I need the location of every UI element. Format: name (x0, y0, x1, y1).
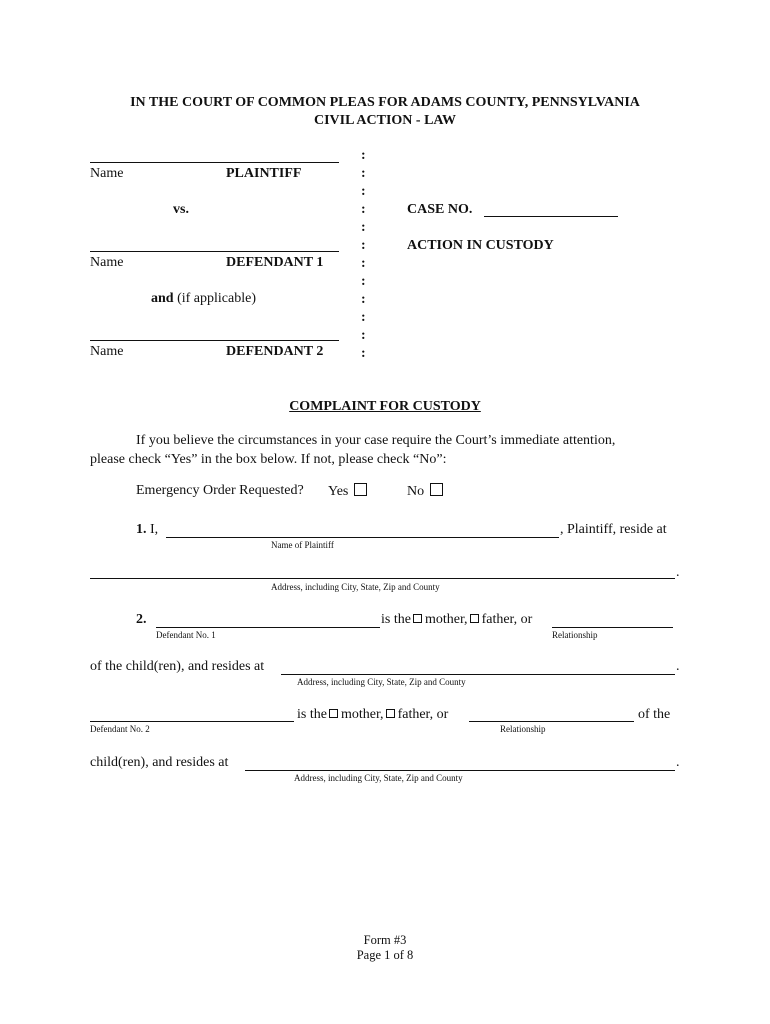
caption-colon: : (361, 220, 366, 235)
caption-colon: : (361, 292, 366, 307)
caption-colon: : (361, 346, 366, 361)
plaintiff-name-field[interactable] (166, 537, 559, 538)
caption-colon: : (361, 256, 366, 271)
emergency-yes (328, 483, 367, 500)
case-no-line[interactable] (484, 216, 618, 217)
mother-checkbox[interactable] (329, 709, 338, 718)
defendant1-name-line[interactable] (90, 251, 339, 252)
caption-colon: : (361, 184, 366, 199)
of-children-resides: of the child(ren), and resides at (90, 659, 265, 674)
caption-colon: : (361, 148, 366, 163)
caption-colon: : (361, 310, 366, 325)
and-if-applicable (151, 291, 256, 307)
complaint-heading: COMPLAINT FOR CUSTODY (289, 399, 481, 414)
defendant2-address-caption: Address, including City, State, Zip and County (294, 773, 463, 783)
para1-number: 1. (136, 522, 147, 537)
mother-label: mother, (340, 707, 384, 722)
emergency-label: Emergency Order Requested? (136, 483, 304, 498)
defendant1-address-caption: Address, including City, State, Zip and County (297, 677, 466, 687)
intro-line-2: please check “Yes” in the box below. If not, please check “No”: (90, 452, 447, 467)
defendant1-name-field[interactable] (156, 627, 380, 628)
of-the-label: of the (638, 707, 671, 722)
para2-number: 2. (136, 612, 147, 627)
defendant1-relationship-field[interactable] (552, 627, 673, 628)
mother-label: mother, (424, 612, 468, 627)
caption-colon: : (361, 202, 366, 217)
children-resides: child(ren), and resides at (90, 755, 229, 770)
mother-checkbox[interactable] (413, 614, 422, 623)
if-applicable-label: (if applicable) (177, 291, 256, 306)
defendant2-address-field[interactable] (245, 770, 675, 771)
father-or-label: father, or (397, 707, 449, 722)
emergency-no (407, 483, 443, 500)
para1-number-lead (136, 522, 158, 538)
para1-tail: , Plaintiff, reside at (560, 522, 667, 537)
plaintiff-address-field[interactable] (90, 578, 675, 579)
para1-period: . (676, 565, 680, 580)
defendant2-relation-text (297, 707, 448, 723)
defendant1-label: DEFENDANT 1 (226, 255, 324, 270)
yes-checkbox[interactable] (354, 483, 367, 496)
father-checkbox[interactable] (386, 709, 395, 718)
defendant2-name-field[interactable] (90, 721, 294, 722)
para2-period-1: . (676, 659, 680, 674)
para2-period-2: . (676, 755, 680, 770)
caption-colon: : (361, 238, 366, 253)
no-checkbox[interactable] (430, 483, 443, 496)
caption-colon: : (361, 274, 366, 289)
form-number: Form #3 (363, 933, 407, 947)
para1-lead: I, (150, 522, 159, 537)
plaintiff-address-caption: Address, including City, State, Zip and County (271, 582, 440, 592)
defendant2-name-label: Name (90, 344, 124, 359)
vs-label: vs. (173, 202, 189, 217)
relationship-caption: Relationship (552, 630, 598, 640)
father-or-label: father, or (481, 612, 533, 627)
action-in-custody: ACTION IN CUSTODY (407, 238, 554, 253)
page-number: Page 1 of 8 (356, 948, 414, 962)
caption-colon: : (361, 166, 366, 181)
defendant2-name-line[interactable] (90, 340, 339, 341)
court-subtitle: CIVIL ACTION - LAW (314, 113, 456, 128)
yes-label: Yes (328, 484, 349, 499)
relationship-caption: Relationship (500, 724, 546, 734)
no-label: No (407, 484, 425, 499)
defendant2-caption: Defendant No. 2 (90, 724, 150, 734)
defendant1-name-label: Name (90, 255, 124, 270)
defendant2-label: DEFENDANT 2 (226, 344, 324, 359)
intro-line-1: If you believe the circumstances in your case require the Court’s immediate attention, (136, 433, 616, 448)
and-label: and (151, 291, 174, 306)
defendant2-relationship-field[interactable] (469, 721, 634, 722)
is-the-label: is the (381, 612, 411, 627)
caption-colon: : (361, 328, 366, 343)
defendant1-relation-text (381, 612, 532, 628)
plaintiff-label: PLAINTIFF (226, 166, 302, 181)
plaintiff-name-caption: Name of Plaintiff (271, 540, 334, 550)
court-title: IN THE COURT OF COMMON PLEAS FOR ADAMS COUNTY, PENNSYLVANIA (130, 95, 640, 110)
case-no-label: CASE NO. (407, 202, 473, 217)
is-the-label: is the (297, 707, 327, 722)
plaintiff-name-line[interactable] (90, 162, 339, 163)
father-checkbox[interactable] (470, 614, 479, 623)
defendant1-address-field[interactable] (281, 674, 675, 675)
defendant1-caption: Defendant No. 1 (156, 630, 216, 640)
plaintiff-name-label: Name (90, 166, 124, 181)
